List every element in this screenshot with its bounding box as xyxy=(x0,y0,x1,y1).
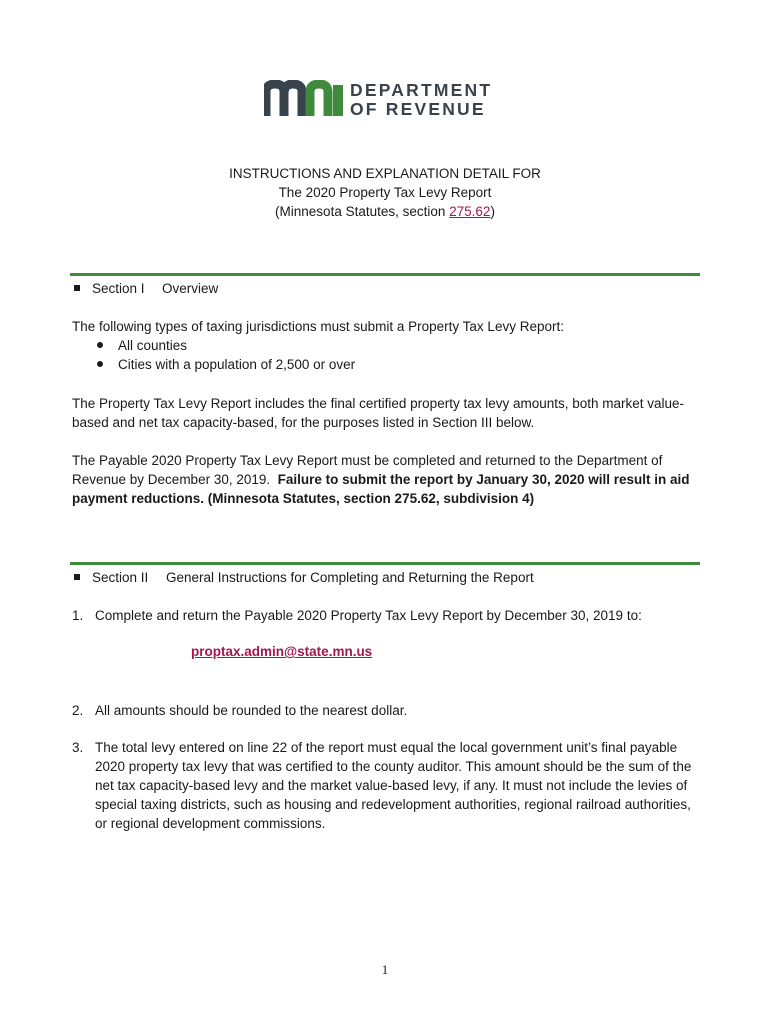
logo-line-2: OF REVENUE xyxy=(350,99,486,119)
section-1-heading xyxy=(74,279,218,298)
title-line-3 xyxy=(0,202,770,221)
jurisdiction-list xyxy=(96,336,355,374)
item-text: All amounts should be rounded to the nearest dollar. xyxy=(95,703,408,718)
section-2-divider xyxy=(70,562,700,565)
section-1-paragraph-2: The Property Tax Levy Report includes the final certified property tax levy amounts, both market value-based and net tax capacity-based, for the purposes listed in Section III below. xyxy=(72,396,685,430)
section-1-paragraph-3 xyxy=(72,451,702,508)
section-1-title: Overview xyxy=(162,281,219,296)
email-link[interactable]: proptax.admin@state.mn.us xyxy=(191,644,373,659)
square-bullet-icon xyxy=(74,285,80,291)
item-number: 1. xyxy=(72,608,84,623)
square-bullet-icon xyxy=(74,574,80,580)
section-1-divider xyxy=(70,273,700,276)
item-number: 3. xyxy=(72,740,84,755)
title-line-2: The 2020 Property Tax Levy Report xyxy=(278,185,492,200)
list-item: Cities with a population of 2,500 or over xyxy=(96,355,355,374)
list-item: All counties xyxy=(96,336,355,355)
title-line-1: INSTRUCTIONS AND EXPLANATION DETAIL FOR xyxy=(229,166,541,181)
item-text: Complete and return the Payable 2020 Property Tax Levy Report by December 30, 2019 to: xyxy=(95,608,642,623)
section-1-label: Section I xyxy=(92,281,145,296)
section-2-label: Section II xyxy=(92,570,149,585)
section-1-intro: The following types of taxing jurisdictions must submit a Property Tax Levy Report: xyxy=(72,319,564,334)
title-line-3-prefix: (Minnesota Statutes, section xyxy=(275,204,450,219)
section-2-title: General Instructions for Completing and Returning the Report xyxy=(166,570,534,585)
logo-line-1: DEPARTMENT xyxy=(350,80,493,100)
instruction-item-2 xyxy=(72,701,692,720)
mn-logo-mark xyxy=(264,80,348,116)
statute-link[interactable]: 275.62 xyxy=(449,204,491,219)
section-2-heading xyxy=(74,568,534,587)
item-text: The total levy entered on line 22 of the report must equal the local government unit’s final payable 2020 property tax levy that was certified to the county auditor. This amount should be the sum of the net tax capacity-based levy and the market value-based levy, if any. It must not include the levies of special taxing districts, such as housing and redevelopment authorities, regional railroad authorities, or regional development commissions. xyxy=(95,740,692,831)
penalty-text: Failure to submit the report by January 30, 2020 will result in aid payment reductions. (Minnesota Statutes, section 275.62, subdivision 4) xyxy=(72,472,690,506)
department-of-revenue-logo xyxy=(264,80,514,124)
document-title xyxy=(0,164,770,221)
title-line-3-suffix: ) xyxy=(490,204,495,219)
deadline-text: The Payable 2020 Property Tax Levy Report must be completed and returned to the Department of Revenue by December 30, 2019. xyxy=(72,453,663,487)
instruction-item-3 xyxy=(72,738,692,833)
item-number: 2. xyxy=(72,703,84,718)
logo-text xyxy=(350,81,492,119)
page-number: 1 xyxy=(381,962,389,977)
instruction-item-1 xyxy=(72,606,692,625)
